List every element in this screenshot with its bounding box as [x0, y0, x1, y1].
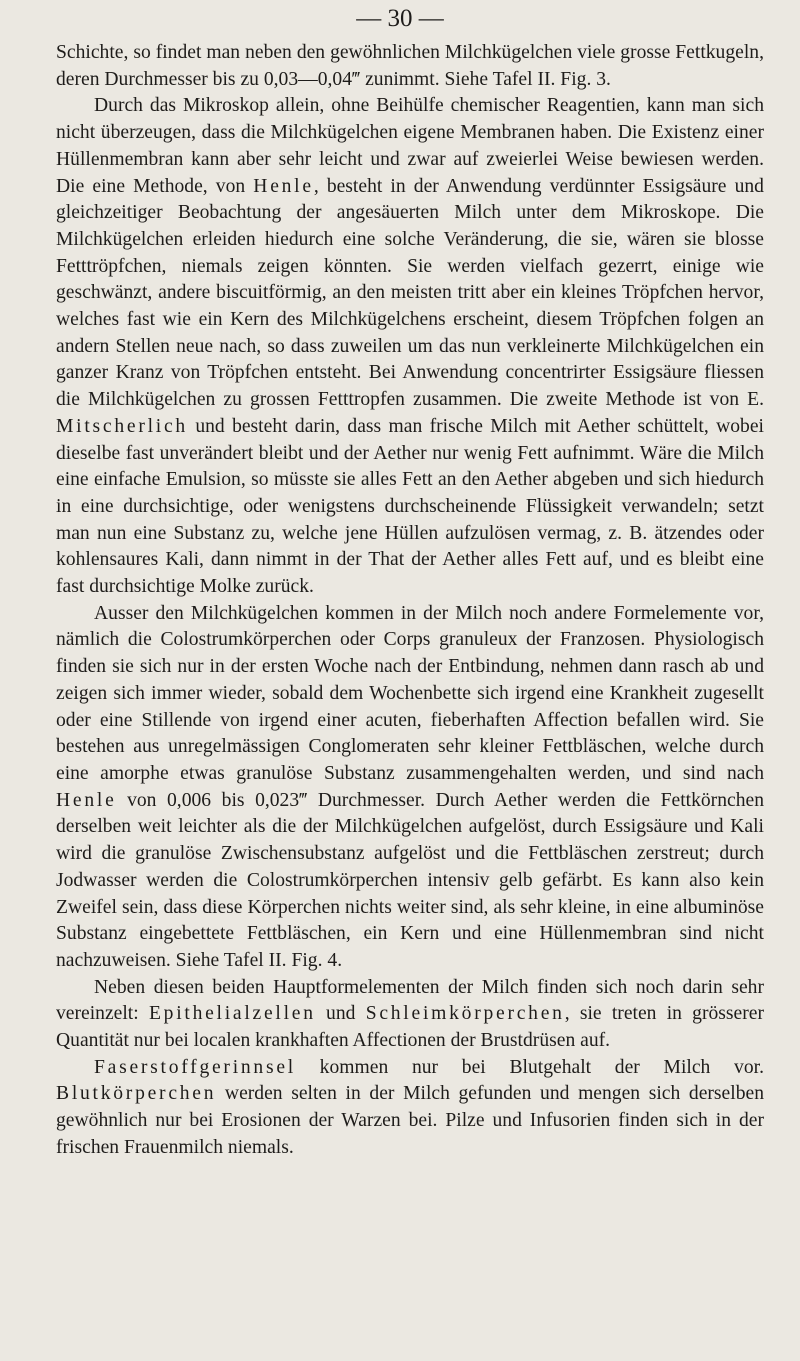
text-run: , sie treten in grösserer Quantität nur bei localen krankhaften Affectionen der Brustdrüsen auf.: [56, 1003, 764, 1052]
text-run: von 0,006 bis 0,023‴ Durchmesser. Durch Aether werden die Fettkörnchen derselben weit leichter als die der Milchkügelchen aufgelöst, durch Essigsäure und Kali wird die granulöse Zwischensubstanz aufgelöst und die Fettbläschen zerstreut; durch Jodwasser werden die Colostrumkörperchen intensiv gelb gefärbt. Es kann also kein Zweifel sein, dass diese Körperchen nichts weiter sind, als sehr kleine, in eine albuminöse Substanz eingebettete Fettbläschen, ein Kern und eine Hüllenmembran sind nicht nachzuweisen. Siehe Tafel II. Fig. 4.: [56, 789, 764, 971]
spaced-name: Henle: [56, 789, 117, 811]
paragraph: [56, 601, 764, 975]
text-run: Ausser den Milchkügelchen kommen in der Milch noch andere Formelemente vor, nämlich die Colostrumkörperchen oder Corps granuleux der Franzosen. Physiologisch finden sie sich nur in der ersten Woche nach der Entbindung, nehmen dann rasch ab und zeigen sich immer wieder, sobald dem Wochenbette sich irgend eine Krankheit zugesellt oder eine Stillende von irgend einer acuten, fieberhaften Affection befallen wird. Sie bestehen aus unregelmässigen Conglomeraten sehr kleiner Fettbläschen, welche durch eine amorphe etwas granulöse Substanz zusammengehalten werden, und sind nach: [56, 602, 764, 784]
paragraph: [56, 93, 764, 600]
text-run: und: [315, 1003, 366, 1025]
text-run: , besteht in der Anwendung verdünnter Essigsäure und gleichzeitiger Beobachtung der angesäuerten Milch unter dem Mikroskope. Die Milchkügelchen erleiden hiedurch eine solche Veränderung, die sie, wären sie blosse Fetttröpfchen, niemals zeigen könnten. Sie werden vielfach gezerrt, einige wie geschwänzt, andere biscuitförmig, an den meisten tritt aber ein kleines Tröpfchen hervor, welches fast wie ein Kern des Milchkügelchens erscheint, diesem Tröpfchen folgen an andern Stellen neue nach, so dass zuweilen um das nun verkleinerte Milchkügelchen ein ganzer Kranz von Tröpfchen entsteht. Bei Anwendung concentrirter Essigsäure fliessen die Milchkügelchen zu grossen Fetttropfen zusammen. Die zweite Methode ist von E.: [56, 175, 764, 411]
spaced-name: Schleimkörperchen: [365, 1003, 565, 1025]
text-run: und besteht darin, dass man frische Milch mit Aether schüttelt, wobei dieselbe fast unverändert bleibt und der Aether nur wenig Fett aufnimmt. Wäre die Milch eine einfache Emulsion, so müsste sie alles Fett an den Aether abgeben und sich hiedurch in eine durchsichtige, oder wenigstens durchscheinende Flüssigkeit verwandeln; setzt man nun eine Substanz zu, welche jene Hüllen aufzulösen vermag, z. B. ätzendes oder kohlensaures Kali, dann nimmt in der That der Aether alles Fett auf, und es bleibt eine fast durchsichtige Molke zurück.: [56, 415, 764, 598]
spaced-name: Mitscherlich: [56, 415, 188, 437]
body-text: [56, 40, 764, 1162]
text-run: werden selten in der Milch gefunden und mengen sich derselben gewöhnlich nur bei Erosionen der Warzen bei. Pilze und Infusorien finden sich in der frischen Frauenmilch niemals.: [56, 1083, 764, 1158]
spaced-name: Blutkörperchen: [56, 1083, 217, 1105]
paragraph: [56, 1055, 764, 1162]
text-run: Schichte, so findet man neben den gewöhnlichen Milchkügelchen viele grosse Fettkugeln, deren Durchmesser bis zu 0,03—0,04‴ zunimmt. Siehe Tafel II. Fig. 3.: [56, 42, 764, 90]
spaced-name: Henle: [253, 175, 314, 197]
text-run: Neben diesen beiden Hauptformelementen der Milch finden sich noch darin sehr vereinzelt:: [56, 976, 764, 1025]
paragraph: [56, 40, 764, 93]
spaced-name: Epithelialzellen: [148, 1003, 316, 1025]
text-run: kommen nur bei Blutgehalt der Milch vor.: [295, 1056, 764, 1078]
page-number: — 30 —: [356, 5, 444, 32]
paragraph: [56, 975, 764, 1055]
text-run: Durch das Mikroskop allein, ohne Beihülfe chemischer Reagentien, kann man sich nicht überzeugen, dass die Milchkügelchen eigene Membranen haben. Die Existenz einer Hüllenmembran kann aber sehr leicht und zwar auf zweierlei Weise bewiesen werden. Die eine Methode, von: [56, 95, 764, 197]
spaced-name: Faserstoffgerinnsel: [94, 1056, 296, 1078]
